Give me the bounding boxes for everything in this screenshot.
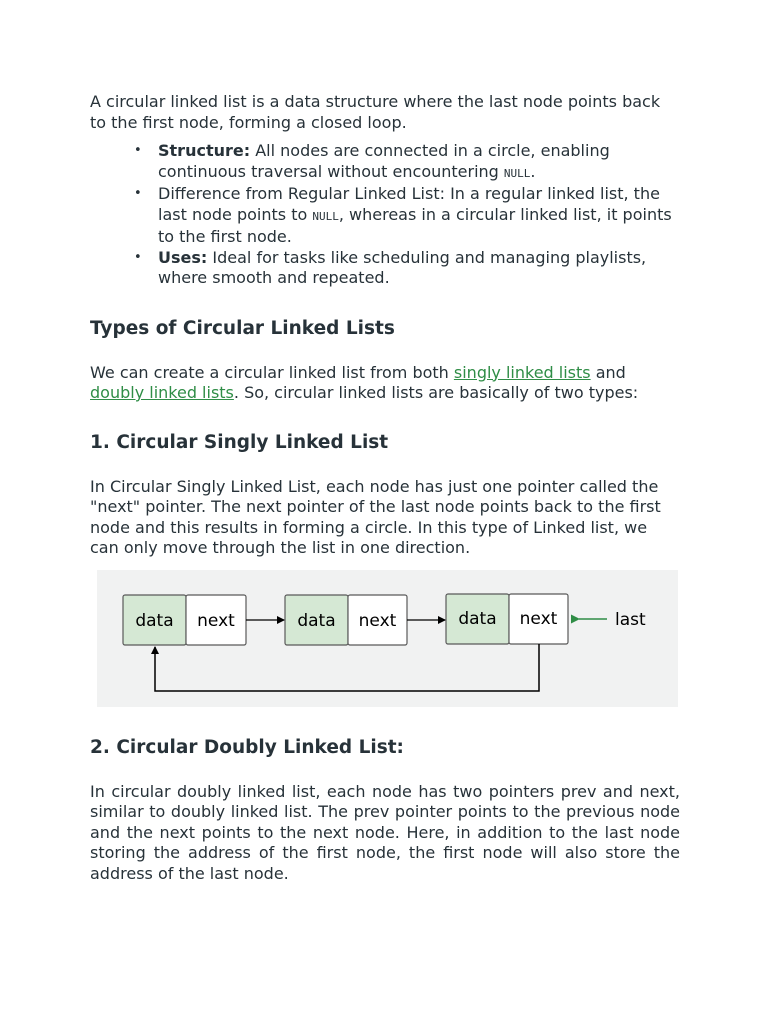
last-label: last (615, 609, 646, 630)
types-text: and (590, 362, 626, 382)
singly-heading: 1. Circular Singly Linked List (90, 431, 389, 453)
types-text: We can create a circular linked list from both (90, 362, 454, 382)
list-item-difference (158, 184, 680, 248)
article-content (90, 92, 680, 884)
bullet-text: Ideal for tasks like scheduling and managing playlists, where smooth and repeated. (158, 247, 647, 287)
list-item-uses (158, 248, 680, 289)
node-1-next-label: next (197, 610, 235, 631)
bullet-label: Uses: (158, 247, 208, 267)
types-heading: Types of Circular Linked Lists (90, 317, 395, 339)
node-3 (446, 594, 568, 644)
bullet-text: , whereas in a circular linked list, it points to the first node. (158, 204, 672, 246)
bullet-label: Structure: (158, 141, 251, 160)
singly-paragraph: In Circular Singly Linked List, each node has just one pointer called the "next" pointer. The next pointer of the last node points back to the first node and this results in forming a circle. In this type of Linked list, we can only move through the list in one direction. (90, 476, 661, 557)
code-null: NULL (503, 166, 531, 180)
node-3-data-label: data (458, 608, 497, 629)
intro-paragraph: A circular linked list is a data structure where the last node points back to the first node, forming a closed loop. (90, 92, 661, 132)
types-paragraph (90, 363, 680, 404)
diagram-svg (97, 570, 678, 707)
singly-linked-lists-link[interactable]: singly linked lists (453, 362, 591, 382)
node-3-next-label: next (519, 608, 558, 629)
circular-singly-linked-list-diagram (97, 570, 678, 707)
types-text: . So, circular linked lists are basically of two types: (233, 383, 639, 402)
node-1-data-label: data (135, 610, 174, 631)
bullet-text: All nodes are connected in a circle, enabling continuous traversal without encountering (158, 141, 610, 181)
bullet-text: . (530, 161, 536, 181)
node-2-data-label: data (297, 610, 336, 631)
node-2-next-label: next (358, 610, 397, 631)
feature-list (90, 141, 680, 289)
doubly-heading: 2. Circular Doubly Linked List: (90, 736, 404, 758)
doubly-linked-lists-link[interactable]: doubly linked lists (90, 383, 234, 402)
node-1 (123, 595, 246, 645)
bullet-text: Difference from Regular Linked List: In a regular linked list, the last node points to (158, 184, 660, 224)
doubly-paragraph: In circular doubly linked list, each node has two pointers prev and next, similar to doubly linked list. The prev pointer points to the previous node and the next points to the next node. Here, in addition to the last node storing the address of the first node, the first node will also store the address of the last node. (90, 781, 680, 883)
list-item-structure (158, 141, 680, 184)
node-2 (285, 595, 407, 645)
arrow-last-to-first (155, 644, 539, 691)
code-null: NULL (312, 209, 339, 223)
